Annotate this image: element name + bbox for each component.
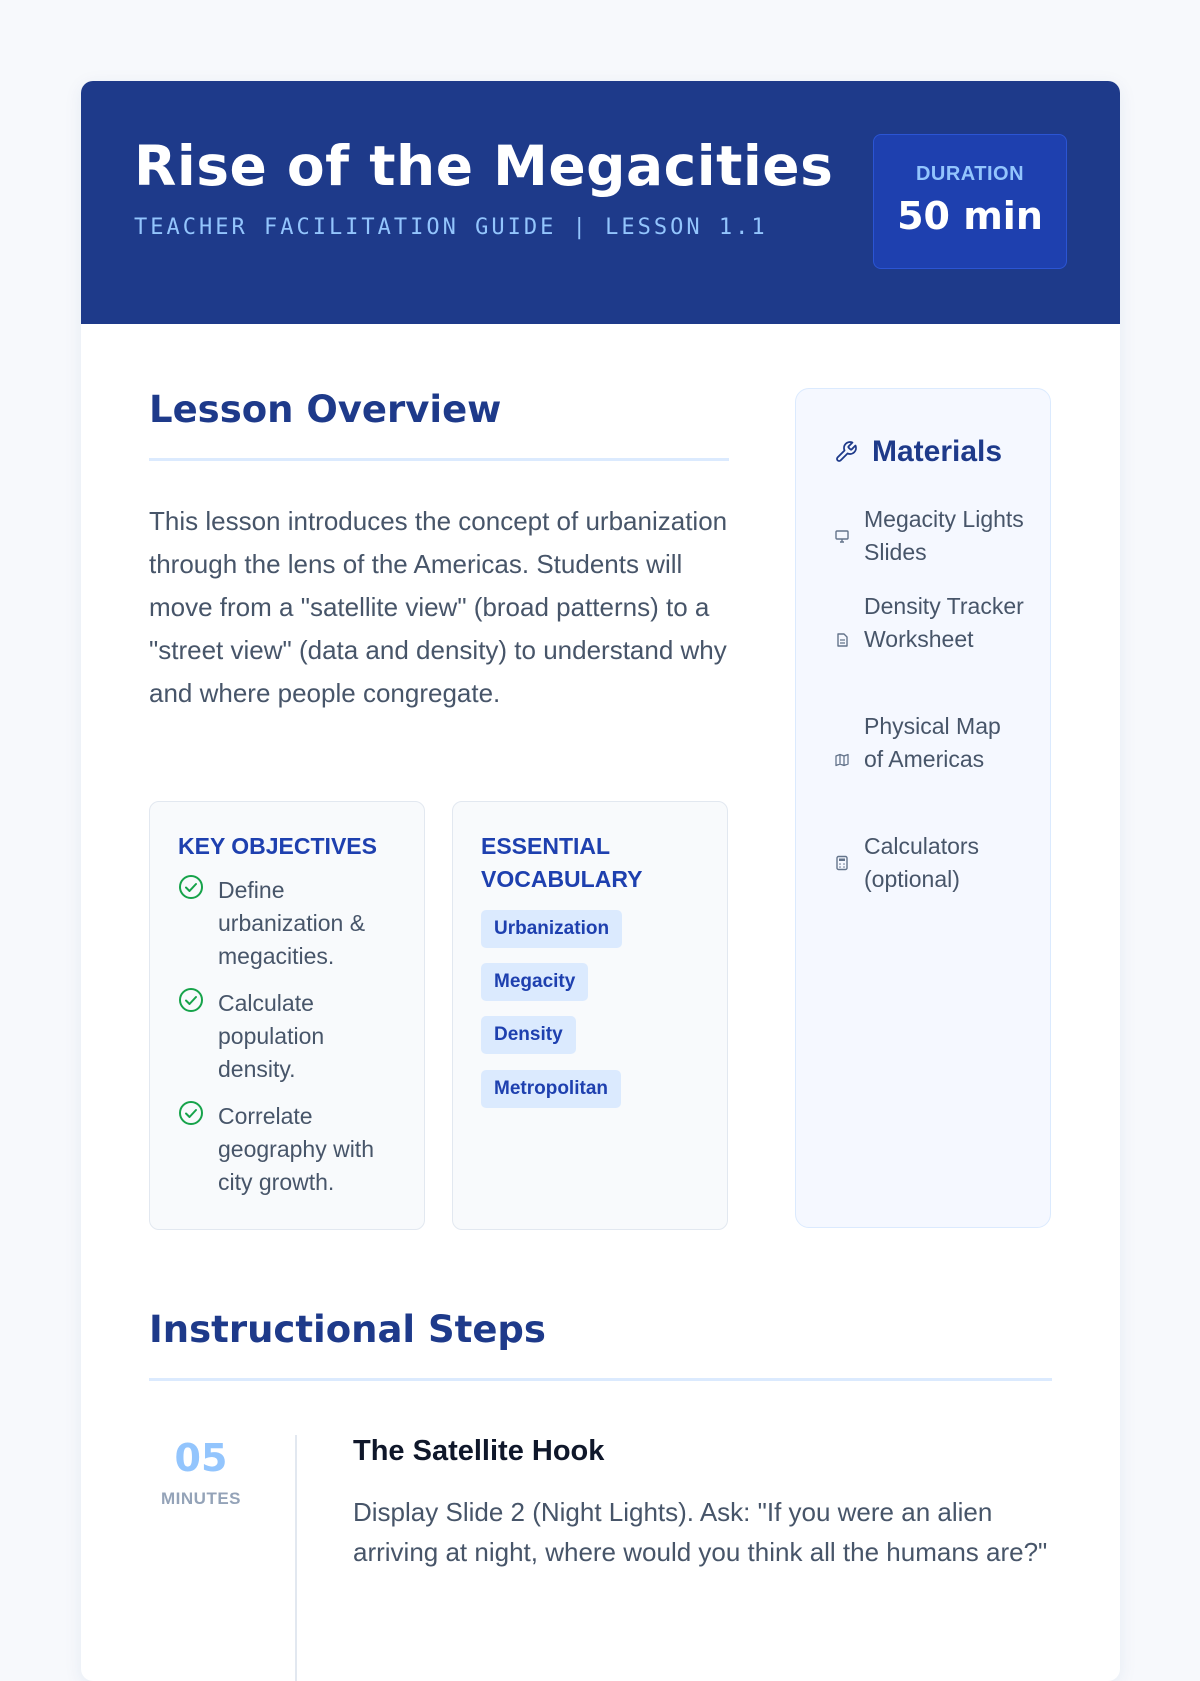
objective-text: Define urbanization & megacities. (218, 877, 366, 969)
lesson-header (81, 81, 1120, 324)
vocabulary-panel (452, 801, 728, 1230)
material-item (834, 710, 1034, 810)
material-label: Physical Map of Americas (864, 713, 1001, 772)
duration-badge (873, 134, 1067, 269)
duration-label: DURATION (915, 163, 1025, 185)
objectives-panel (149, 801, 425, 1230)
vocab-tag: Density (481, 1016, 576, 1054)
material-label: Density Tracker Worksheet (864, 593, 1024, 652)
lesson-subtitle: TEACHER FACILITATION GUIDE | LESSON 1.1 (134, 215, 768, 240)
vocab-tag: Metropolitan (481, 1070, 621, 1108)
material-item (834, 830, 1034, 900)
material-label: Calculators (optional) (864, 833, 980, 892)
presentation-icon (834, 528, 850, 544)
overview-divider (149, 458, 729, 461)
objective-item (178, 1100, 408, 1200)
material-label: Megacity Lights Slides (864, 506, 1024, 565)
objective-text: Correlate geography with city growth. (218, 1103, 374, 1195)
check-circle-icon (178, 874, 204, 900)
duration-value: 50 min (897, 194, 1043, 238)
objective-item (178, 874, 408, 974)
check-circle-icon (178, 987, 204, 1013)
vocab-tag: Urbanization (481, 910, 622, 948)
material-item (834, 590, 1034, 690)
step-text: Display Slide 2 (Night Lights). Ask: "If you were an alien arriving at night, where would you think all the humans are?" (353, 1497, 1048, 1567)
wrench-icon (834, 440, 858, 464)
check-circle-icon (178, 1100, 204, 1126)
steps-divider (149, 1378, 1052, 1381)
material-item (834, 503, 1034, 573)
materials-heading: Materials (872, 435, 1003, 468)
step-timeline-line (295, 1435, 297, 1681)
vocabulary-heading: ESSENTIAL VOCABULARY (481, 833, 643, 892)
lesson-card (81, 81, 1120, 1681)
step-title: The Satellite Hook (353, 1435, 605, 1467)
map-icon (834, 752, 850, 768)
document-icon (834, 632, 850, 648)
overview-heading: Lesson Overview (149, 388, 502, 431)
vocab-tag: Megacity (481, 963, 588, 1001)
objective-item (178, 987, 408, 1087)
lesson-title: Rise of the Megacities (134, 134, 834, 198)
objective-text: Calculate population density. (218, 990, 325, 1082)
step-minutes-label: MINUTES (161, 1489, 241, 1508)
objectives-heading: KEY OBJECTIVES (178, 833, 377, 859)
overview-text: This lesson introduces the concept of urbanization through the lens of the Americas. Students will move from a "satellite view" (broad patterns) to a "street view" (data and density) to understand why and where people congregate. (149, 506, 728, 708)
step-minutes: 05 (174, 1436, 228, 1480)
materials-panel (795, 388, 1051, 1228)
steps-heading: Instructional Steps (149, 1308, 546, 1351)
calculator-icon (834, 855, 850, 871)
